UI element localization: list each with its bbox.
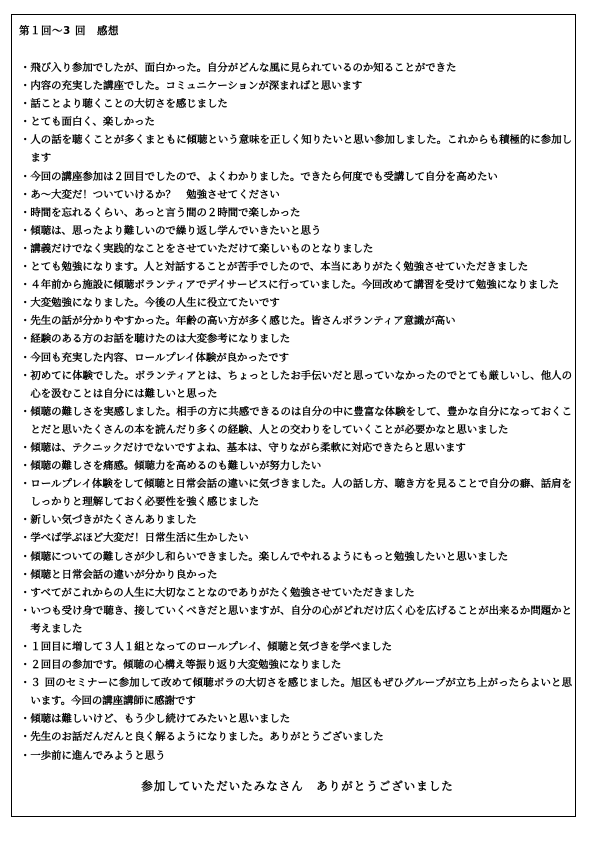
- comment-item: [20, 638, 572, 656]
- bullet-mark: ・: [20, 80, 31, 93]
- comment-text: 学べば学ぶほど大変だ！日常生活に生かしたい: [30, 532, 249, 545]
- comment-text: １回目に増して３人１組となってのロールプレイ、傾聴と気づきを学べました: [30, 641, 392, 653]
- comment-text: 経験のある方のお話を聴けたのは大変参考になりました: [30, 333, 291, 346]
- comment-text: 話ことより聴くことの大切さを感じました: [30, 98, 228, 111]
- bullet-mark: ・: [20, 604, 31, 617]
- comment-text: 時間を忘れるくらい、あっと言う間の２時間で楽しかった: [30, 206, 301, 219]
- comment-item: [20, 475, 572, 511]
- bullet-mark: ・: [20, 749, 31, 762]
- bullet-mark: ・: [20, 333, 31, 346]
- comment-item: [20, 656, 572, 674]
- comment-item: [20, 728, 572, 746]
- comment-text: 傾聴は、テクニックだけでないですよね、基本は、守りながら柔軟に対応できたらと思います: [30, 441, 466, 454]
- bullet-mark: ・: [20, 677, 31, 690]
- bullet-mark: ・: [20, 478, 31, 491]
- comment-item: [20, 276, 572, 294]
- bullet-mark: ・: [20, 659, 31, 672]
- comment-text: いつも受け身で聴き、接していくべきだと思いますが、自分の心がどれだけ広く心を広げることが出来るか問題かと考えました: [30, 604, 572, 635]
- bullet-mark: ・: [20, 206, 31, 219]
- comment-text: 傾聴は難しいけど、もう少し続けてみたいと思いました: [30, 713, 291, 726]
- comment-text: 傾聴についての難しさが少し和らいできました。楽しんでやれるようにもっと勉強したいと思いました: [30, 550, 509, 563]
- comment-item: [20, 529, 572, 547]
- comment-text: 大変勉強になりました。今後の人生に役立てたいです: [30, 297, 280, 310]
- comment-text: 傾聴の難しさを痛感。傾聴力を高めるのも難しいが努力したい: [30, 460, 322, 473]
- comment-text: ４年前から施設に傾聴ボランティアでデイサービスに行っていました。今回改めて講習を受けて勉強になりました: [30, 279, 560, 292]
- comment-text: すべてがこれからの人生に大切なことなのでありがたく勉強させていただきました: [30, 586, 415, 599]
- comment-item: [20, 131, 572, 167]
- comment-item: [20, 367, 572, 403]
- bullet-mark: ・: [20, 713, 31, 726]
- comment-text: 講義だけでなく実践的なことをさせていただけて楽しいものとなりました: [30, 242, 374, 255]
- comment-item: [20, 168, 572, 186]
- bullet-mark: ・: [20, 98, 31, 111]
- comment-text: 飛び入り参加でしたが、面白かった。自分がどんな風に見られているのか知ることができた: [30, 62, 457, 74]
- bullet-mark: ・: [20, 279, 31, 292]
- comment-text: 今回の講座参加は２回目でしたので、よくわかりました。できたら何度でも受講して自分を高めたい: [30, 170, 498, 183]
- comment-text: 今回も充実した内容、ロールプレイ体験が良かったです: [30, 351, 290, 364]
- comment-text: 新しい気づきがたくさんありました: [30, 514, 197, 527]
- bullet-mark: ・: [20, 460, 31, 473]
- closing-message: 参加していただいたみなさん ありがとうございました: [141, 779, 454, 793]
- bullet-mark: ・: [20, 550, 31, 563]
- comment-text: 傾聴は、思ったより難しいので繰り返し学んでいきたいと思う: [30, 224, 322, 237]
- bullet-mark: ・: [20, 586, 31, 599]
- bullet-mark: ・: [20, 261, 31, 274]
- comment-item: [20, 566, 572, 584]
- bullet-mark: ・: [20, 369, 31, 382]
- bullet-mark: ・: [20, 62, 31, 74]
- comment-item: [20, 457, 572, 475]
- comment-item: [20, 204, 572, 222]
- comment-item: [20, 186, 572, 204]
- comment-list: [20, 59, 572, 765]
- comment-text: とても勉強になります。人と対話することが苦手でしたので、本当にありがたく勉強させていただきました: [30, 261, 529, 274]
- comment-text: 人の話を聴くことが多くまともに傾聴という意味を正しく知りたいと思い参加しました。これからも積極的に参加します: [30, 134, 572, 165]
- bullet-mark: ・: [20, 297, 31, 310]
- comment-item: [20, 674, 572, 710]
- comment-item: [20, 511, 572, 529]
- comment-text: 先生のお話だんだんと良く解るようになりました。ありがとうございました: [30, 731, 384, 744]
- comment-text: とても面白く、楽しかった: [30, 116, 155, 129]
- comment-text: 初めてに体験でした。ボランティアとは、ちょっとしたお手伝いだと思っていなかったのでとても厳しいし、他人の心を汲むことは自分には難しいと思った: [30, 369, 572, 400]
- bullet-mark: ・: [20, 315, 31, 328]
- bullet-mark: ・: [20, 532, 31, 545]
- comment-text: 傾聴と日常会話の違いが分かり良かった: [30, 568, 218, 581]
- bullet-mark: ・: [20, 405, 31, 418]
- comment-item: [20, 602, 572, 638]
- bullet-mark: ・: [20, 568, 31, 581]
- bullet-mark: ・: [20, 188, 31, 201]
- bullet-mark: ・: [20, 134, 31, 147]
- comment-item: [20, 222, 572, 240]
- comment-item: [20, 584, 572, 602]
- bullet-mark: ・: [20, 116, 31, 129]
- bullet-mark: ・: [20, 242, 31, 255]
- comment-item: [20, 349, 572, 367]
- comment-item: [20, 439, 572, 457]
- comment-text: 先生の話が分かりやすかった。年齢の高い方が多く感じた。皆さんボランティア意識が高い: [30, 315, 456, 328]
- comment-text: ２回目の参加です。傾聴の心構え等振り返り大変勉強になりました: [30, 659, 342, 672]
- comment-item: [20, 95, 572, 113]
- comment-item: [20, 258, 572, 276]
- comment-item: [20, 330, 572, 348]
- comment-text: ロールプレイ体験をして傾聴と日常会話の違いに気づきました。人の話し方、聴き方を見ることで自分の癖、話肩をしっかりと理解しておく必要性を強く感じました: [30, 478, 572, 509]
- bullet-mark: ・: [20, 731, 31, 744]
- comment-item: [20, 294, 572, 312]
- bullet-mark: ・: [20, 641, 31, 653]
- comment-text: ３ 回のセミナーに参加して改めて傾聴ボラの大切さを感じました。旭区もぜひグループが立ち上がったらよいと思います。今回の講座講師に感謝です: [30, 677, 572, 708]
- bullet-mark: ・: [20, 441, 31, 454]
- comment-item: [20, 403, 572, 439]
- comment-text: あ〜大変だ！ついていけるか？ 勉強させてください: [30, 188, 280, 201]
- bullet-mark: ・: [20, 351, 31, 364]
- comment-item: [20, 59, 572, 77]
- comment-item: [20, 548, 572, 566]
- comment-text: 一歩前に進んでみようと思う: [30, 749, 166, 762]
- comment-item: [20, 710, 572, 728]
- comment-item: [20, 77, 572, 95]
- bullet-mark: ・: [20, 170, 31, 183]
- comment-item: [20, 240, 572, 258]
- bullet-mark: ・: [20, 224, 31, 237]
- comment-item: [20, 113, 572, 131]
- bullet-mark: ・: [20, 514, 31, 527]
- comment-item: [20, 747, 572, 765]
- comment-item: [20, 312, 572, 330]
- comment-text: 内容の充実した講座でした。コミュニケーションが深まればと思います: [30, 80, 363, 93]
- page-title: 第１回〜3 回 感想: [19, 25, 119, 37]
- comment-text: 傾聴の難しさを実感しました。相手の方に共感できるのは自分の中に豊富な体験をして、豊かな自分になっておくことだと思いたくさんの本を読んだり多くの経験、人との交わりをしていくことが必要かなと思いました: [30, 405, 572, 436]
